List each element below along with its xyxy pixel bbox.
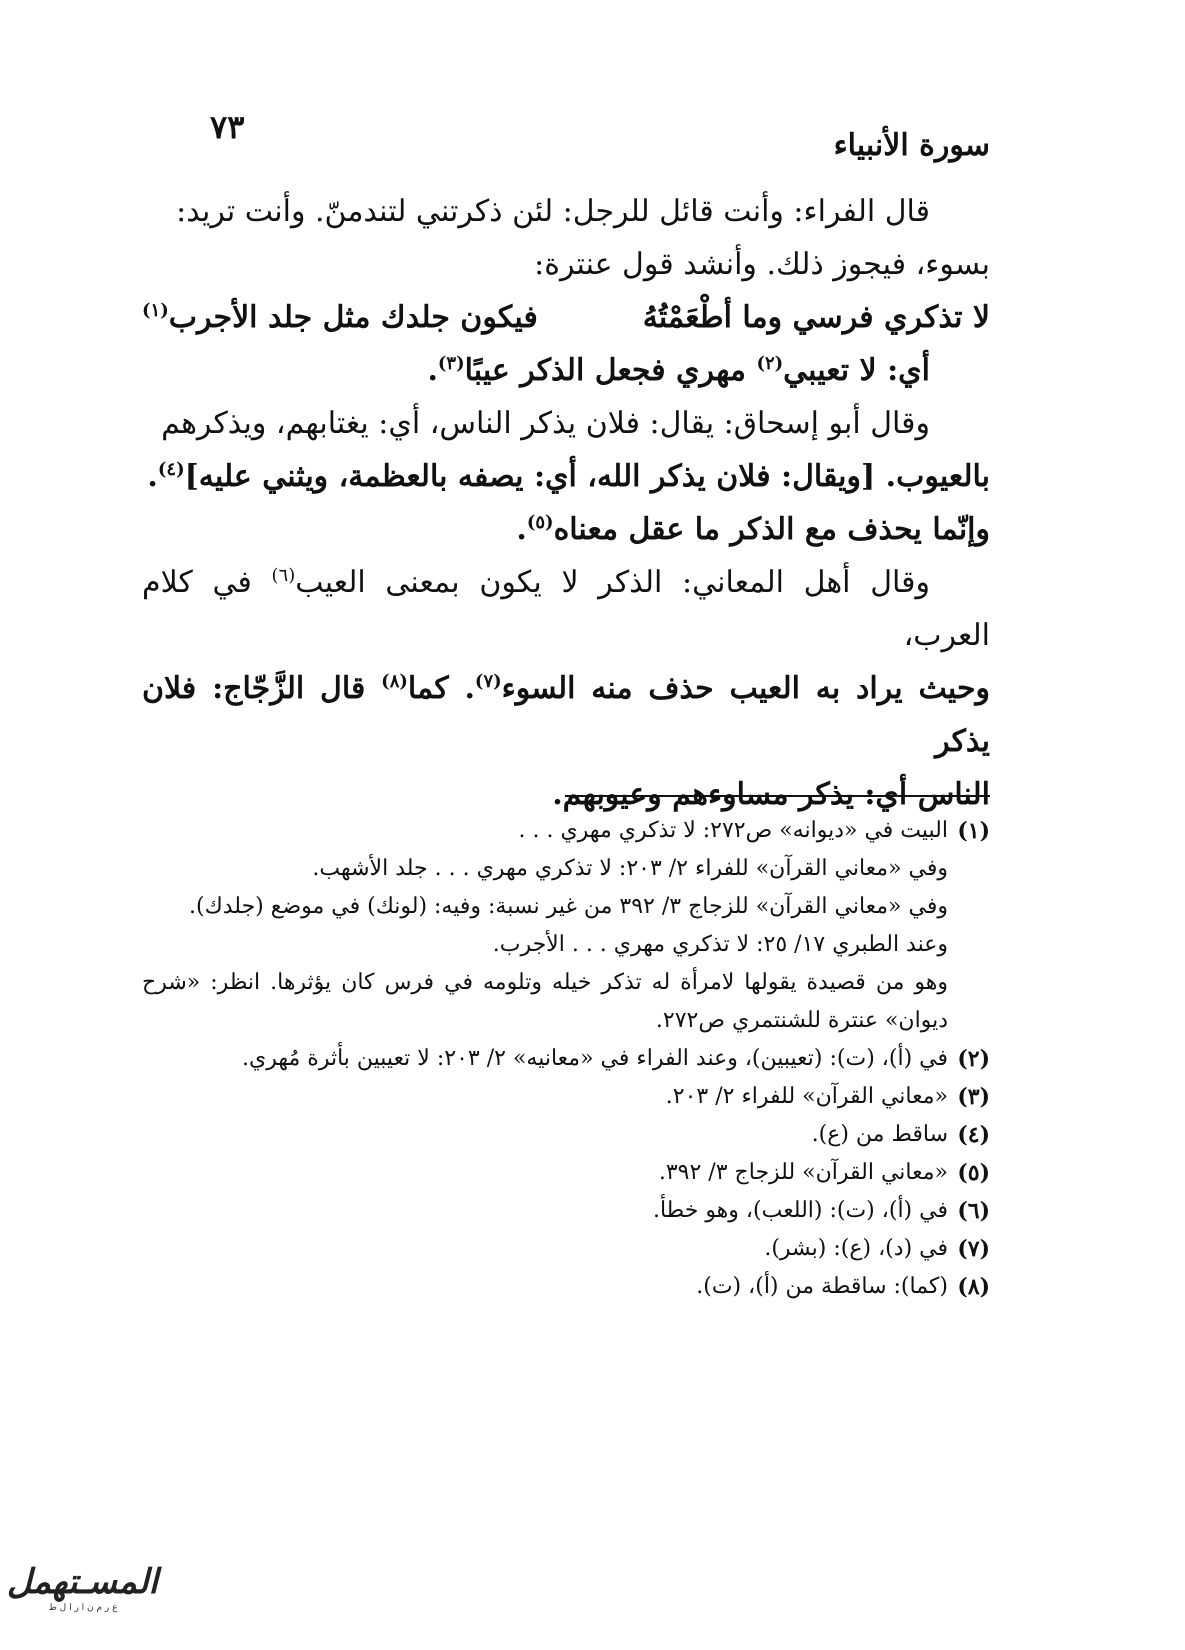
running-header-title: سورة الأنبياء xyxy=(833,128,990,163)
footnote-separator xyxy=(565,795,990,797)
footnote-number: (٥) xyxy=(957,1160,990,1186)
paragraph-3-line-2 xyxy=(142,450,990,503)
paragraph-4-text-e: قال الزَّجّاج: فلان يذكر xyxy=(142,671,990,759)
paragraph-4-text-c: وحيث يراد به العيب حذف منه السوء xyxy=(501,671,991,706)
paragraph-3-line-1: وقال أبو إسحاق: يقال: فلان يذكر الناس، أي: يغتابهم، ويذكرهم xyxy=(161,406,930,441)
paragraph-4-line-2 xyxy=(142,662,990,768)
footnote-ref-8[interactable]: (٨) xyxy=(381,671,408,692)
footnote-body xyxy=(142,1268,948,1306)
footnote-number: (٤) xyxy=(957,1122,990,1148)
footnote-number: (٣) xyxy=(957,1084,990,1110)
paragraph-4-line-3: الناس أي: يذكر مساوءهم وعيوبهم. xyxy=(552,777,990,812)
logo-subtext: غ ر م ن ا ر ا ل ط xyxy=(48,1603,118,1613)
footnote-2 xyxy=(142,1040,990,1078)
main-text xyxy=(142,185,990,821)
footnote-body xyxy=(142,1154,948,1192)
footnote-1 xyxy=(142,812,990,1040)
paragraph-4-text-a: وقال أهل المعاني: الذكر لا يكون بمعنى العيب xyxy=(295,565,930,600)
footnote-3 xyxy=(142,1078,990,1116)
footnote-ref-6[interactable]: (٦) xyxy=(271,565,296,586)
footnote-number: (٨) xyxy=(957,1274,990,1300)
logo-word: المسـتهمل xyxy=(6,1562,158,1602)
paragraph-4-line-1 xyxy=(142,556,990,662)
footnote-line: وعند الطبري ١٧/ ٢٥: لا تذكري مهري . . . الأجرب. xyxy=(492,932,948,957)
footnote-number: (٦) xyxy=(957,1198,990,1224)
footnote-5 xyxy=(142,1154,990,1192)
verse-first-hemistich: لا تذكري فرسي وما أطْعَمْتُهُ xyxy=(642,300,990,335)
footnote-ref-4[interactable]: (٤) xyxy=(157,459,185,480)
footnote-body xyxy=(142,812,948,1040)
paragraph-4-text-b: في كلام العرب، xyxy=(142,565,990,653)
footnote-number: (١) xyxy=(957,818,990,844)
footnote-ref-5[interactable]: (٥) xyxy=(526,512,554,533)
footnote-number: (٢) xyxy=(957,1046,990,1072)
paragraph-3-text-b: . xyxy=(147,459,158,494)
paragraph-3-line-3 xyxy=(142,503,990,556)
footnote-line: (كما): ساقطة من (أ)، (ت). xyxy=(696,1274,948,1299)
verse-second-hemistich-wrap xyxy=(142,291,538,344)
footnote-line: في (أ)، (ت): (اللعب)، وهو خطأ. xyxy=(652,1198,948,1223)
footnote-ref-3[interactable]: (٣) xyxy=(437,353,465,374)
footnote-ref-7[interactable]: (٧) xyxy=(474,671,502,692)
footnote-line: ساقط من (ع). xyxy=(811,1122,948,1147)
footnote-8 xyxy=(142,1268,990,1306)
footnote-ref-1[interactable]: (١) xyxy=(142,300,169,321)
footnote-line: وفي «معاني القرآن» للزجاج ٣/ ٣٩٢ من غير نسبة: وفيه: (لونك) في موضع (جلدك). xyxy=(189,894,948,919)
paragraph-4-text-d: . كما xyxy=(407,671,475,706)
footnote-7 xyxy=(142,1230,990,1268)
paragraph-3-text-c: وإنّما يحذف مع الذكر ما عقل معناه xyxy=(553,512,990,547)
footnote-line: في (أ)، (ت): (تعيبين)، وعند الفراء في «معانيه» ٢/ ٢٠٣: لا تعيبين بأثرة مُهري. xyxy=(242,1046,948,1071)
watermark-logo xyxy=(8,1562,158,1622)
footnote-body xyxy=(142,1040,948,1078)
footnote-body xyxy=(142,1078,948,1116)
footnote-line: في (د)، (ع): (بشر). xyxy=(764,1236,948,1261)
footnote-line: «معاني القرآن» للزجاج ٣/ ٣٩٢. xyxy=(658,1160,948,1185)
paragraph-1-line-1: قال الفراء: وأنت قائل للرجل: لئن ذكرتني لتندمنّ. وأنت تريد: xyxy=(176,194,930,229)
paragraph-2-text-b: مهري فجعل الذكر عيبًا xyxy=(464,353,757,388)
footnote-body xyxy=(142,1230,948,1268)
paragraph-2-text-a: أي: لا تعيبي xyxy=(783,353,930,388)
paragraph-3-text-a: بالعيوب. [ويقال: فلان يذكر الله، أي: يصفه بالعظمة، ويثني عليه] xyxy=(184,459,990,494)
footnote-line: وهو من قصيدة يقولها لامرأة له تذكر خيله وتلومه في فرس كان يؤثرها. انظر: «شرح ديوان» عنترة للشنتمري ص٢٧٢. xyxy=(142,970,948,1033)
footnote-line: البيت في «ديوانه» ص٢٧٢: لا تذكري مهري . . . xyxy=(518,818,948,843)
footnote-6 xyxy=(142,1192,990,1230)
footnote-body xyxy=(142,1116,948,1154)
paragraph-1-line-2: بسوء، فيجوز ذلك. وأنشد قول عنترة: xyxy=(534,247,990,282)
paragraph-2-text-c: . xyxy=(427,353,438,388)
footnotes xyxy=(142,812,990,1306)
footnote-body xyxy=(142,1192,948,1230)
verse-second-hemistich: فيكون جلدك مثل جلد الأجرب xyxy=(168,300,538,335)
footnote-line: وفي «معاني القرآن» للفراء ٢/ ٢٠٣: لا تذكري مهري . . . جلد الأشهب. xyxy=(312,856,948,881)
page-number: ٧٣ xyxy=(210,108,245,146)
poetry-verse xyxy=(142,291,990,344)
footnote-line: «معاني القرآن» للفراء ٢/ ٢٠٣. xyxy=(665,1084,948,1109)
paragraph-2 xyxy=(142,344,990,397)
footnote-number: (٧) xyxy=(957,1236,990,1262)
paragraph-3-text-d: . xyxy=(516,512,527,547)
footnote-4 xyxy=(142,1116,990,1154)
footnote-ref-2[interactable]: (٢) xyxy=(756,353,784,374)
